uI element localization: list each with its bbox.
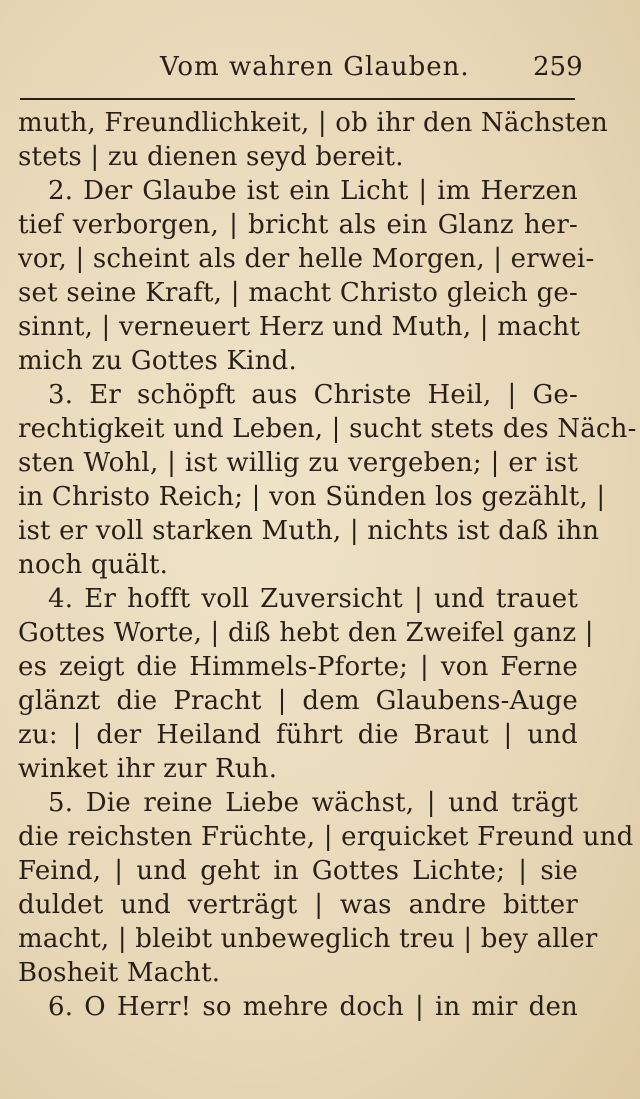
text-line: es zeigt die Himmels-Pforte; | von Ferne: [18, 652, 578, 682]
text-line: sinnt, | verneuert Herz und Muth, | macht: [18, 312, 581, 342]
text-line: ist er voll starken Muth, | nichts ist daß ihn: [18, 516, 600, 546]
text-line: macht, | bleibt unbeweglich treu | bey aller: [18, 924, 598, 954]
text-line: rechtigkeit und Leben, | sucht stets des Näch-: [18, 414, 637, 444]
text-line: noch quält.: [18, 550, 169, 580]
verse-start-line: 5. Die reine Liebe wächst, | und trägt: [48, 788, 578, 818]
text-line: sten Wohl, | ist willig zu vergeben; | er ist: [18, 448, 578, 478]
text-line: mich zu Gottes Kind.: [18, 346, 297, 376]
text-line: zu: | der Heiland führt die Braut | und: [18, 720, 578, 750]
running-title: Vom wahren Glauben.: [160, 52, 470, 82]
verse-start-line: 3. Er schöpft aus Christe Heil, | Ge-: [48, 380, 578, 410]
text-line: tief verborgen, | bricht als ein Glanz her-: [18, 210, 578, 240]
text-line: glänzt die Pracht | dem Glaubens-Auge: [18, 686, 578, 716]
header-rule: [20, 98, 575, 100]
running-head: [0, 52, 640, 92]
text-line: muth, Freundlichkeit, | ob ihr den Nächsten: [18, 108, 608, 138]
text-line: vor, | scheint als der helle Morgen, | erwei-: [18, 244, 595, 274]
verse-start-line: 6. O Herr! so mehre doch | in mir den: [48, 992, 578, 1022]
text-line: Bosheit Macht.: [18, 958, 221, 988]
text-line: in Christo Reich; | von Sünden los gezählt, |: [18, 482, 606, 512]
text-line: Feind, | und geht in Gottes Lichte; | sie: [18, 856, 578, 886]
text-line: duldet und verträgt | was andre bitter: [18, 890, 578, 920]
verse-start-line: 4. Er hofft voll Zuversicht | und trauet: [48, 584, 578, 614]
text-line: stets | zu dienen seyd bereit.: [18, 142, 404, 172]
text-line: winket ihr zur Ruh.: [18, 754, 278, 784]
text-line: die reichsten Früchte, | erquicket Freund und: [18, 822, 634, 852]
page-number: 259: [533, 52, 583, 82]
text-line: Gottes Worte, | diß hebt den Zweifel ganz |: [18, 618, 594, 648]
verse-start-line: 2. Der Glaube ist ein Licht | im Herzen: [48, 176, 578, 206]
text-line: set seine Kraft, | macht Christo gleich ge-: [18, 278, 578, 308]
text-body: [18, 106, 637, 1024]
